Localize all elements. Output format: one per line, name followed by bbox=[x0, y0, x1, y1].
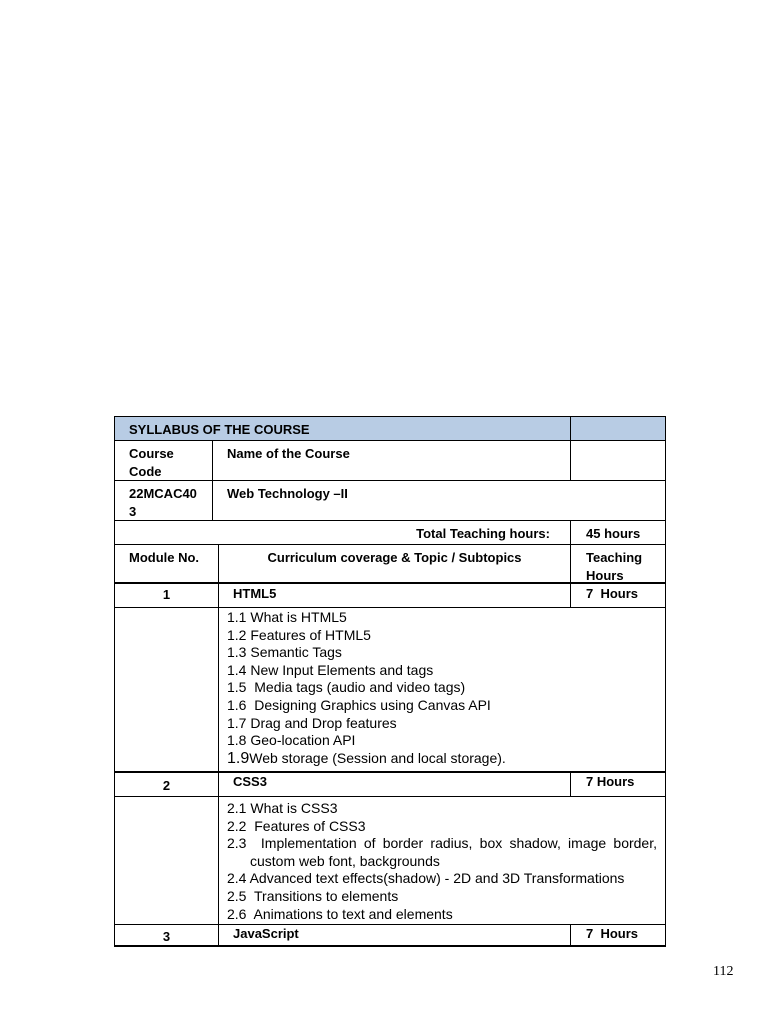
topic-item bbox=[227, 800, 657, 818]
module-number: 1 bbox=[115, 584, 219, 608]
topic-item bbox=[227, 662, 657, 680]
topic-number: 2.2 bbox=[227, 817, 247, 834]
course-label-row bbox=[115, 441, 666, 481]
topic-number: 1.9 bbox=[227, 749, 250, 767]
topic-number: 1.4 bbox=[227, 661, 247, 678]
topic-item bbox=[227, 750, 657, 768]
column-header-teaching-hours: Teaching Hours bbox=[571, 545, 666, 584]
total-teaching-hours-label: Total Teaching hours: bbox=[115, 521, 571, 545]
module-title: HTML5 bbox=[219, 584, 571, 608]
table-title: SYLLABUS OF THE COURSE bbox=[115, 417, 571, 441]
topic-number: 1.5 bbox=[227, 679, 247, 696]
topic-item bbox=[227, 697, 657, 715]
module-hours: 7 Hours bbox=[571, 584, 666, 608]
topic-item bbox=[227, 906, 657, 924]
module-topics-row bbox=[115, 797, 666, 925]
module-topics-list bbox=[219, 797, 666, 925]
topic-text: Media tags (audio and video tags) bbox=[246, 679, 466, 696]
module-number: 3 bbox=[115, 925, 219, 947]
topic-text: Features of HTML5 bbox=[246, 626, 371, 643]
topic-number: 1.1 bbox=[227, 609, 247, 625]
topic-text: What is CSS3 bbox=[246, 800, 338, 816]
module-topics-list bbox=[219, 608, 666, 773]
module-row bbox=[115, 584, 666, 608]
topic-item bbox=[227, 888, 657, 906]
topic-item bbox=[227, 818, 657, 836]
topic-number: 1.2 bbox=[227, 626, 247, 643]
topic-item bbox=[227, 870, 657, 888]
topic-text: Animations to text and elements bbox=[246, 905, 453, 922]
topic-number: 1.8 bbox=[227, 732, 247, 749]
topic-text: Features of CSS3 bbox=[246, 817, 366, 834]
module-topics-blank-cell bbox=[115, 797, 219, 925]
topic-number: 1.3 bbox=[227, 644, 247, 661]
topic-number: 1.6 bbox=[227, 696, 247, 713]
course-name-value: Web Technology –II bbox=[213, 481, 666, 521]
column-header-module-no: Module No. bbox=[115, 545, 219, 584]
module-topics-row bbox=[115, 608, 666, 773]
syllabus-table bbox=[114, 416, 666, 947]
module-row bbox=[115, 925, 666, 947]
blank-cell bbox=[571, 441, 666, 481]
topic-number: 2.1 bbox=[227, 800, 247, 816]
module-number: 2 bbox=[115, 773, 219, 797]
module-hours: 7 Hours bbox=[571, 925, 666, 947]
topic-number: 2.3 bbox=[227, 835, 247, 852]
topic-text: Implementation of border radius, box shadow, image border, custom web font, backgrounds bbox=[246, 835, 661, 869]
column-header-row bbox=[115, 545, 666, 584]
topic-number: 2.6 bbox=[227, 905, 247, 922]
topic-item bbox=[227, 627, 657, 645]
module-title: JavaScript bbox=[219, 925, 571, 947]
course-code-value: 22MCAC403 bbox=[129, 486, 197, 519]
topic-item bbox=[227, 609, 657, 627]
topic-item bbox=[227, 835, 661, 870]
topic-item bbox=[227, 644, 657, 662]
total-hours-row bbox=[115, 521, 666, 545]
topic-text: New Input Elements and tags bbox=[246, 661, 434, 678]
topic-item bbox=[227, 732, 657, 750]
topic-item bbox=[227, 679, 657, 697]
topic-text: Geo-location API bbox=[246, 732, 356, 749]
topic-text: Web storage (Session and local storage). bbox=[249, 749, 506, 766]
topic-text: Designing Graphics using Canvas API bbox=[246, 696, 491, 713]
column-header-curriculum: Curriculum coverage & Topic / Subtopics bbox=[219, 545, 571, 584]
topic-number: 1.7 bbox=[227, 714, 247, 731]
total-teaching-hours-value: 45 hours bbox=[571, 521, 666, 545]
course-name-label: Name of the Course bbox=[213, 441, 571, 481]
course-code-label: Course Code bbox=[129, 446, 174, 479]
table-title-row bbox=[115, 417, 666, 441]
topic-text: Advanced text effects(shadow) - 2D and 3D Transformations bbox=[246, 870, 625, 887]
topic-text: Transitions to elements bbox=[246, 887, 399, 904]
topic-number: 2.5 bbox=[227, 887, 247, 904]
topic-text: What is HTML5 bbox=[246, 609, 347, 625]
module-topics-blank-cell bbox=[115, 608, 219, 773]
module-title: CSS3 bbox=[219, 773, 571, 797]
course-value-row bbox=[115, 481, 666, 521]
table-title-blank-cell bbox=[571, 417, 666, 441]
page-number: 112 bbox=[713, 964, 734, 979]
module-row bbox=[115, 773, 666, 797]
course-code-cell bbox=[115, 481, 213, 521]
topic-number: 2.4 bbox=[227, 870, 247, 887]
topic-item bbox=[227, 715, 657, 733]
topic-text: Drag and Drop features bbox=[246, 714, 397, 731]
module-hours: 7 Hours bbox=[571, 773, 666, 797]
course-code-label-cell bbox=[115, 441, 213, 481]
topic-text: Semantic Tags bbox=[246, 644, 342, 661]
